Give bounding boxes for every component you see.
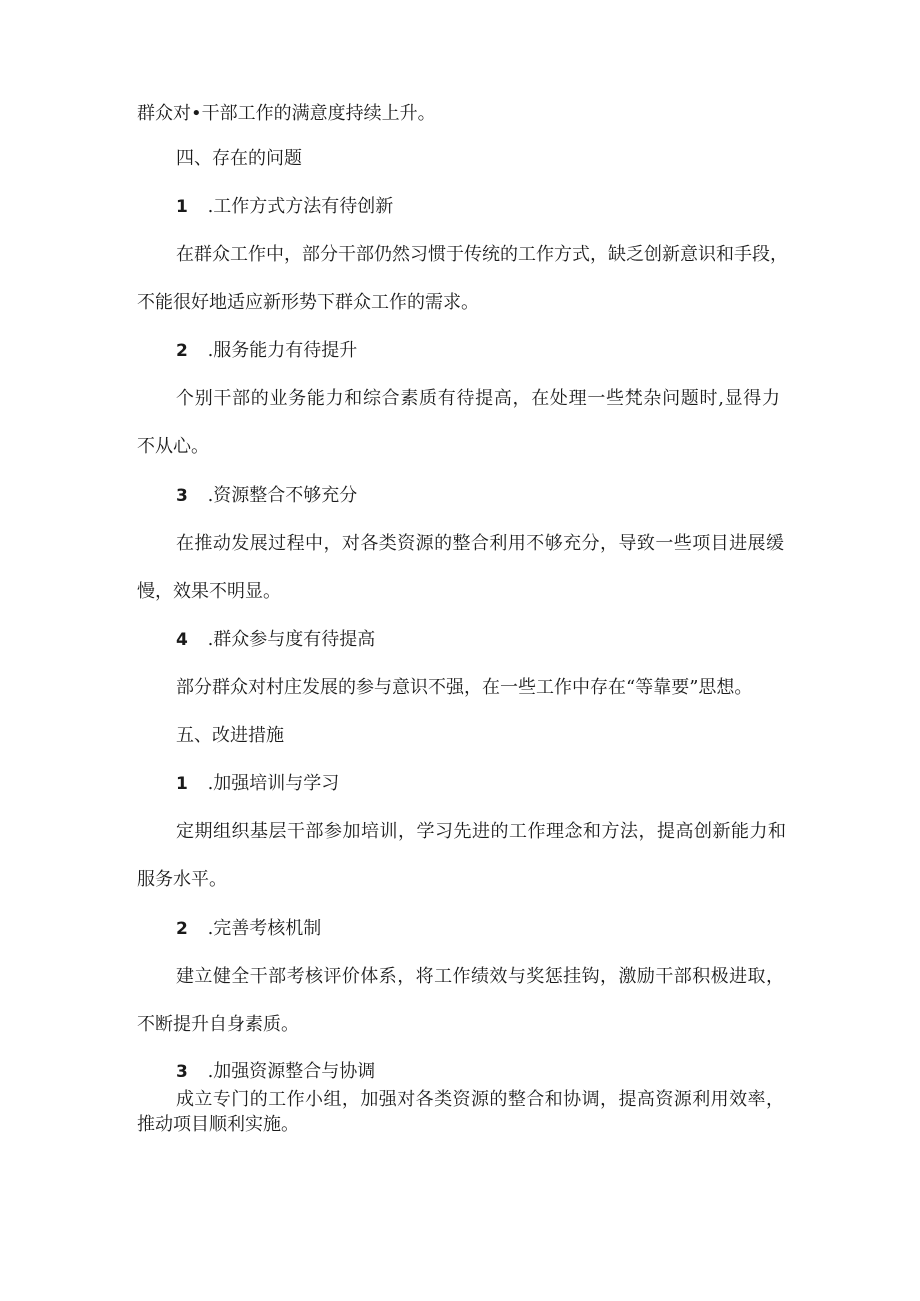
subheading-text: .完善考核机制 (207, 918, 322, 939)
paragraph-text: 定期组织基层干部参加培训，学习先进的工作理念和方法，提高创新能力和 (176, 821, 786, 842)
subheading-text: .资源整合不够充分 (207, 485, 358, 506)
subheading-text: .工作方式方法有待创新 (207, 196, 394, 217)
item-number: 4 (176, 630, 188, 650)
paragraph-text: 不从心。 (137, 436, 209, 457)
subheading-text: .群众参与度有待提高 (207, 629, 376, 650)
item-number: 1 (176, 774, 188, 794)
subheading-4 (0, 628, 920, 652)
paragraph-text: 在推动发展过程中，对各类资源的整合利用不够充分，导致一些项目进展缓 (176, 533, 784, 554)
section-heading-improvements (0, 724, 920, 748)
paragraph-line (0, 1113, 920, 1137)
item-number: 2 (176, 919, 188, 939)
subheading-text: .加强培训与学习 (207, 773, 340, 794)
paragraph-text: 不能很好地适应新形势下群众工作的需求。 (137, 292, 479, 313)
subheading-6 (0, 917, 920, 941)
paragraph-line (0, 868, 920, 892)
paragraph-text: 成立专门的工作小组，加强对各类资源的整合和协调，提高资源利用效率， (176, 1089, 784, 1110)
paragraph-line (0, 435, 920, 459)
item-number: 3 (176, 1062, 188, 1082)
subheading-text: .加强资源整合与协调 (207, 1061, 376, 1082)
item-number: 3 (176, 486, 188, 506)
subheading-7 (0, 1060, 920, 1084)
paragraph-line (0, 243, 788, 267)
paragraph-text: 部分群众对村庄发展的参与意识不强，在一些工作中存在“等靠要”思想。 (176, 677, 753, 698)
paragraph-line (0, 102, 920, 126)
paragraph-text: 慢，效果不明显。 (137, 581, 281, 602)
paragraph-line (0, 1013, 920, 1037)
paragraph-line (0, 676, 920, 700)
paragraph-line (0, 820, 786, 844)
heading-text: 四、存在的问题 (176, 148, 302, 169)
paragraph-text: 服务水平。 (137, 869, 227, 890)
paragraph-line (0, 532, 784, 556)
paragraph-text: 在群众工作中，部分干部仍然习惯于传统的工作方式，缺乏创新意识和手段， (176, 244, 788, 265)
paragraph-line (0, 965, 784, 989)
subheading-3 (0, 484, 920, 508)
paragraph-line (0, 387, 780, 411)
section-heading-problems (0, 147, 920, 171)
item-number: 2 (176, 341, 188, 361)
subheading-5 (0, 772, 920, 796)
paragraph-line (0, 1088, 784, 1112)
paragraph-line (0, 291, 920, 315)
item-number: 1 (176, 197, 188, 217)
subheading-text: .服务能力有待提升 (207, 340, 358, 361)
heading-text: 五、改进措施 (176, 725, 284, 746)
subheading-2 (0, 339, 920, 363)
paragraph-text: 个别干部的业务能力和综合素质有待提高，在处理一些梵杂问题时,显得力 (176, 388, 780, 409)
paragraph-text: 群众对•干部工作的满意度持续上升。 (137, 103, 436, 124)
paragraph-text: 推动项目顺利实施。 (137, 1114, 299, 1135)
paragraph-text: 建立健全干部考核评价体系，将工作绩效与奖惩挂钩，激励干部积极进取， (176, 966, 784, 987)
subheading-1 (0, 195, 920, 219)
paragraph-line (0, 580, 920, 604)
paragraph-text: 不断提升自身素质。 (137, 1014, 299, 1035)
